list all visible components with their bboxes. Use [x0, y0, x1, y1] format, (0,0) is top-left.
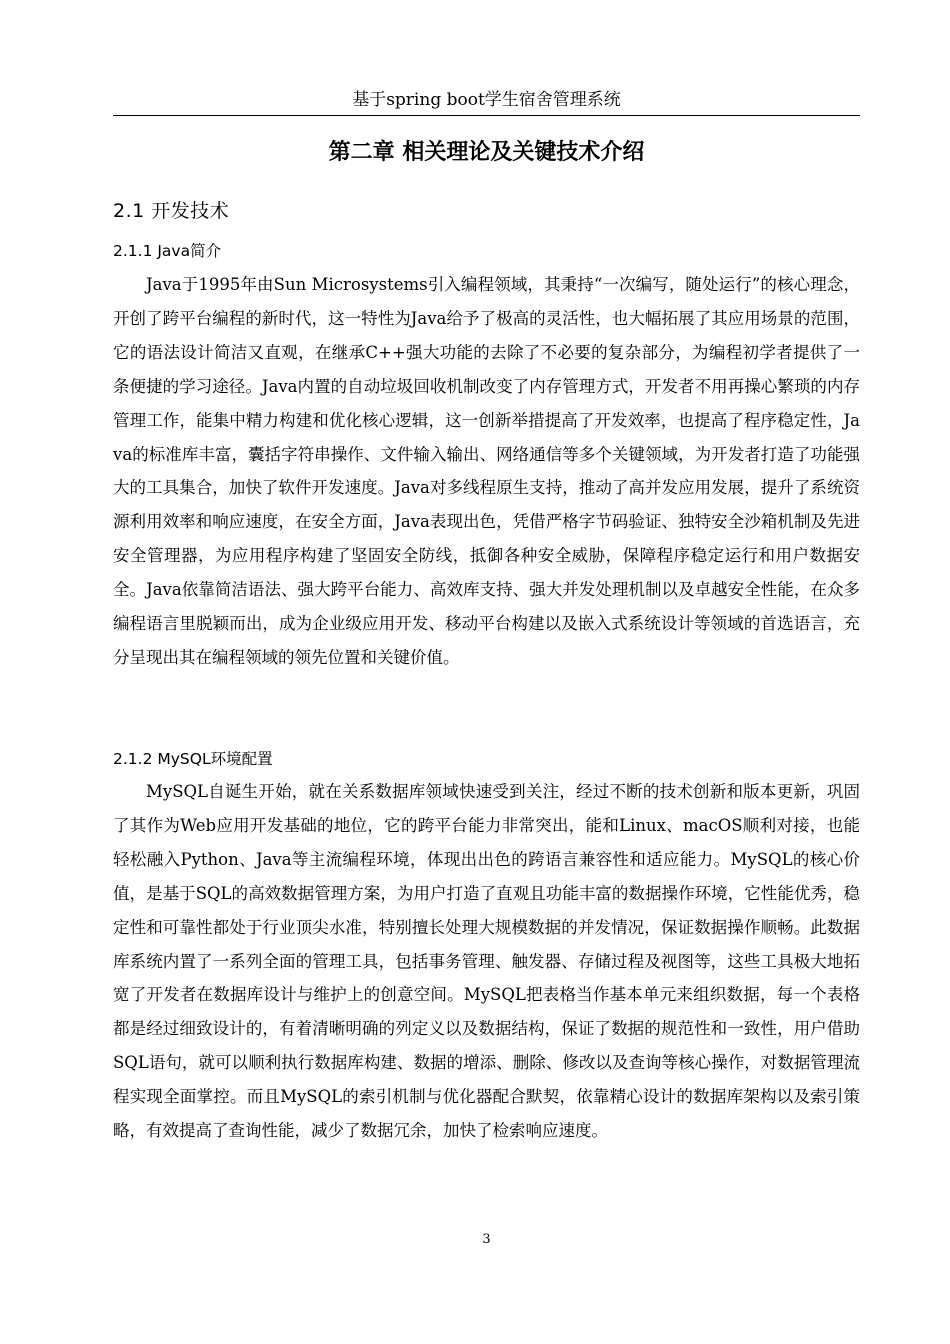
section-heading-2-1-1: 2.1.1 Java简介 — [113, 242, 222, 260]
header-rule — [113, 115, 860, 116]
java-intro-paragraph: Java于1995年由Sun Microsystems引入编程领域，其秉持“一次编写，随处运行”的核心理念，开创了跨平台编程的新时代，这一特性为Java给予了极高的灵活性，也大幅拓展了其应用场景的范围，它的语法设计简洁又直观，在继承C++强大功能的去除了不必要的复杂部分，为编程初学者提供了一条便捷的学习途径。Java内置的自动垃圾回收机制改变了内存管理方式，开发者不用再操心繁琐的内存管理工作，能集中精力构建和优化核心逻辑，这一创新举措提高了开发效率，也提高了程序稳定性，Java的标准库丰富，囊括字符串操作、文件输入输出、网络通信等多个关键领域，为开发者打造了功能强大的工具集合，加快了软件开发速度。Java对多线程原生支持，推动了高并发应用发展，提升了系统资源利用效率和响应速度，在安全方面，Java表现出色，凭借严格字节码验证、独特安全沙箱机制及先进安全管理器，为应用程序构建了坚固安全防线，抵御各种安全威胁，保障程序稳定运行和用户数据安全。Java依靠简洁语法、强大跨平台能力、高效库支持、强大并发处理机制以及卓越安全性能，在众多编程语言里脱颖而出，成为企业级应用开发、移动平台构建以及嵌入式系统设计等领域的首选语言，充分呈现出其在编程领域的领先位置和关键价值。 — [113, 275, 860, 667]
section-heading-2-1: 2.1 开发技术 — [113, 200, 230, 222]
section-heading-2-1-2: 2.1.2 MySQL环境配置 — [113, 750, 273, 768]
chapter-title: 第二章 相关理论及关键技术介绍 — [328, 140, 645, 165]
mysql-config-paragraph: MySQL自诞生开始，就在关系数据库领域快速受到关注，经过不断的技术创新和版本更新，巩固了其作为Web应用开发基础的地位，它的跨平台能力非常突出，能和Linux、macOS顺利对接，也能轻松融入Python、Java等主流编程环境，体现出出色的跨语言兼容性和适应能力。MySQL的核心价值，是基于SQL的高效数据管理方案，为用户打造了直观且功能丰富的数据操作环境，它性能优秀，稳定性和可靠性都处于行业顶尖水准，特别擅长处理大规模数据的并发情况，保证数据操作顺畅。此数据库系统内置了一系列全面的管理工具，包括事务管理、触发器、存储过程及视图等，这些工具极大地拓宽了开发者在数据库设计与维护上的创意空间。MySQL把表格当作基本单元来组织数据，每一个表格都是经过细致设计的，有着清晰明确的列定义以及数据结构，保证了数据的规范性和一致性，用户借助SQL语句，就可以顺利执行数据库构建、数据的增添、删除、修改以及查询等核心操作，对数据管理流程实现全面掌控。而且MySQL的索引机制与优化器配合默契，依靠精心设计的数据库架构以及索引策略，有效提高了查询性能，减少了数据冗余，加快了检索响应速度。 — [113, 782, 860, 1141]
page-number: 3 — [482, 1232, 491, 1247]
running-header: 基于spring boot学生宿舍管理系统 — [352, 90, 621, 110]
